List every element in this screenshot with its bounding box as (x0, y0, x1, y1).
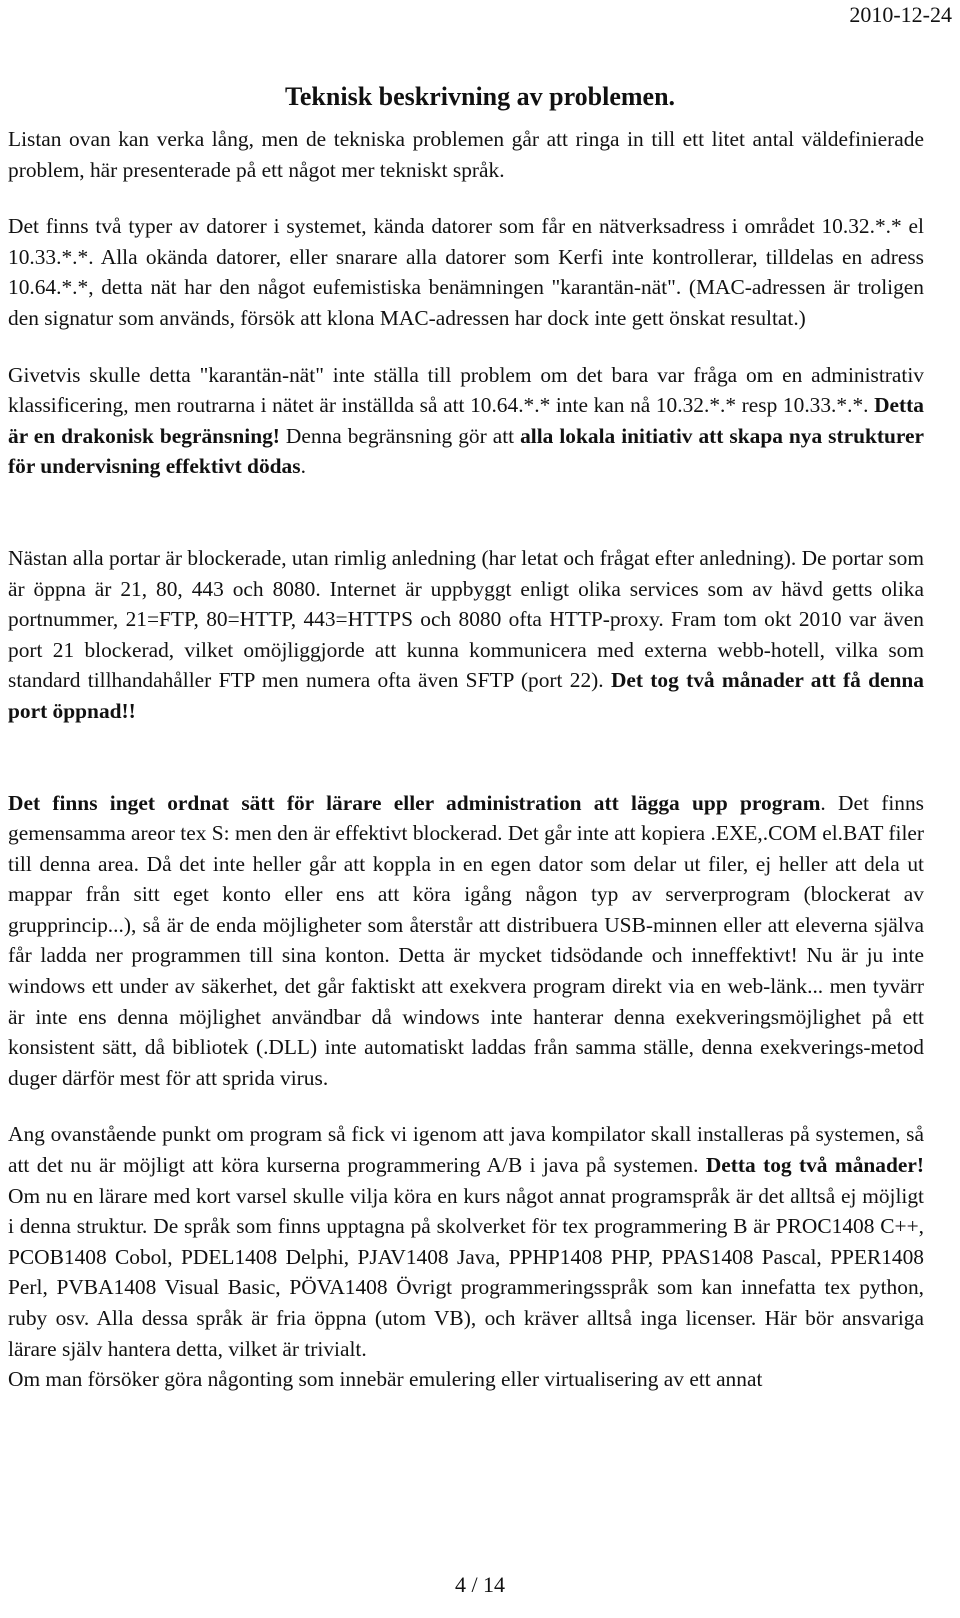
text: Nästan alla portar är blockerade, utan rimlig anledning (har letat och frågat efter anledning). De portar som är öppna är 21, 80, 443 och 8080. Internet är uppbyggt enligt olika services som av hävd getts olika portnummer, 21=FTP, 80=HTTP, 443=HTTPS och 8080 ofta HTTP-proxy. Fram tom okt 2010 var även port 21 blockerad, vilket omöjliggjorde att kunna kommunicera med externa webb-hotell, vilka som standard tillhandahåller FTP men numera ofta även SFTP (port 22). (8, 545, 924, 693)
text: Om man försöker göra någonting som innebär emulering eller virtualisering av ett annat (8, 1367, 763, 1392)
paragraph-java (8, 1119, 924, 1364)
section-title: Teknisk beskrivning av problemen. (284, 82, 676, 111)
text: Listan ovan kan verka lång, men de tekniska problemen går att ringa in till ett litet antal väldefinierade problem, här presenterade på ett något mer tekniskt språk. (8, 127, 924, 182)
page-number: 4 / 14 (454, 1572, 506, 1597)
emphasis: Detta är en drakonisk begränsning! (8, 393, 924, 448)
paragraph-network (8, 211, 924, 333)
paragraph-programs (8, 788, 924, 1094)
text: Det finns två typer av datorer i systemet, kända datorer som får en nätverksadress i området 10.32.*.* el 10.33.*.*. Alla okända datorer, eller snarare alla datorer som Kerfi inte kontrollerar, tilldelas en adress 10.64.*.*, detta nät har den något eufemistiska benämningen "karantän-nät". (MAC-adressen är troligen den signatur som används, försök att klona MAC-adressen har dock inte gett önskat resultat.) (8, 214, 924, 330)
emphasis: Det finns inget ordnat sätt för lärare eller administration att lägga upp program (8, 790, 821, 815)
document-body (8, 124, 924, 1395)
emphasis: Detta tog två månader! (705, 1153, 924, 1178)
emphasis: Det tog två månader att få denna port öppnad!! (8, 668, 924, 723)
paragraph-intro (8, 124, 924, 185)
text: Givetvis skulle detta "karantän-nät" inte ställa till problem om det bara var fråga om en administrativ klassificering, men routrarna i nätet är inställda så att 10.64.*.* inte kan nå 10.32.*.* resp 10.33.*.*. (8, 362, 924, 418)
paragraph-ports (8, 543, 924, 727)
text: . (300, 454, 306, 479)
page-date: 2010-12-24 (849, 2, 952, 27)
text: . Det finns gemensamma areor tex S: men den är effektivt blockerad. Det går inte att kopiera .EXE,.COM el.BAT filer till denna area. Då det inte heller går att koppla in en egen dator som delar ut filer, ej heller att dela ut mappar från sitt eget konto eller ens att köra igång någon typ av serverprogram (blockerat av grupprincip...), så är de enda möjligheter som återstår att distribuera USB-minnen eller att eleverna själva får ladda ner programmen till sina konton. Detta är mycket tidsödande och inneffektivt! Nu är ju inte windows ett under av säkerhet, det går faktiskt att exekvera program direkt via en web-länk... men tyvärr är inte ens denna möjlighet användbar då windows inte hanterar denna exekveringsmöjlighet på ett konsistent sätt, då bibliotek (.DLL) inte automatiskt laddas från samma ställe, denna exekverings-metod duger därför mest för att sprida virus. (8, 790, 924, 1090)
paragraph-quarantine (8, 360, 924, 482)
paragraph-emulation (8, 1364, 924, 1395)
emphasis: alla lokala initiativ att skapa nya strukturer för undervisning effektivt dödas (8, 423, 925, 479)
text: Om nu en lärare med kort varsel skulle vilja köra en kurs något annat programspråk är det alltså ej möjligt i denna struktur. De språk som finns upptagna på skolverket för tex programmering B är PROC1408 C++, PCOB1408 Cobol, PDEL1408 Delphi, PJAV1408 Java, PPHP1408 PHP, PPAS1408 Pascal, PPER1408 Perl, PVBA1408 Visual Basic, PÖVA1408 Övrigt programmeringsspråk som kan innefatta tex python, ruby osv. Alla dessa språk är fria öppna (utom VB), och kräver alltså inga licenser. Här bör ansvariga lärare själv hantera detta, vilket är trivialt. (8, 1183, 924, 1361)
text: Denna begränsning gör att (279, 423, 521, 448)
text: Ang ovanstående punkt om program så fick vi igenom att java kompilator skall installeras på systemen, så att det nu är möjligt att köra kurserna programmering A/B i java på systemen. (8, 1122, 924, 1178)
